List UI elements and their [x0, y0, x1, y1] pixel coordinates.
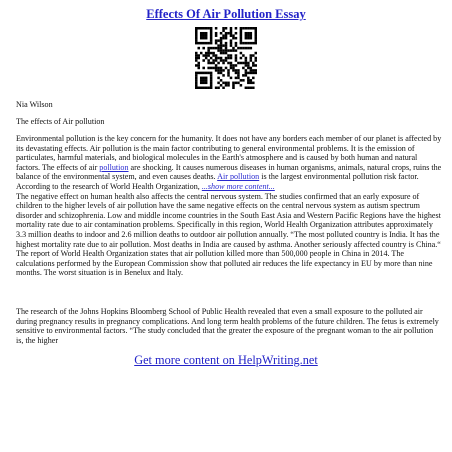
essay-paragraph-2: The research of the Johns Hopkins Bloomberg School of Public Health revealed that even a small exposure to the polluted air during pregnancy results in pregnancy complications. And long term health problems of the future children. The fetus is extremely sensitive to environmental factors. “The study concluded that the greater the exposure of the pregnant woman to the air pollution is, the higher [16, 307, 439, 345]
essay-subheading: The effects of Air pollution [16, 117, 105, 126]
air-pollution-link[interactable]: Air pollution [217, 172, 260, 182]
get-more-content-link[interactable]: Get more content on HelpWriting.net [134, 353, 318, 367]
qr-code-icon [195, 27, 257, 89]
paragraph-text: is the largest environmental pollution risk factor. According to the research of World Health Organization, [16, 172, 419, 191]
essay-paragraph-1 [16, 134, 442, 278]
paragraph-text: Environmental pollution is the key concern for the humanity. It does not have any borders each member of our planet is affected by its devastating effects. Air pollution is the main factor contributing to general environmental problems. It is the emission of particulates, harmful materials, and biological molecules in the Earth's atmosphere and is caused by both human and natural factors. The effects of air [16, 134, 442, 172]
author-name: Nia Wilson [16, 100, 53, 109]
paragraph-text: are shocking. It causes numerous diseases in human organisms, animals, natural crops, ruins the balance of the environmental system, and even causes deaths. [16, 162, 442, 182]
document-title[interactable]: Effects Of Air Pollution Essay [146, 7, 306, 21]
paragraph-text: The negative effect on human health also affects the central nervous system. The studies confirmed that an early exposure of children to the higher levels of air pollution have the same negative effects on the central nervous system as autism spectrum disorder and schizophrenia. Low and middle income countries in the South East Asia and Western Pacific Regions have the highest mortality rate due to air contamination problems. Specifically in this region, World Health Organization attributes approximately 3.3 million deaths to indoor and 2.6 million deaths to outdoor air pollution annually. “The most polluted country is India. It has the highest mortality rate due to air pollution. Most deaths in India are caused by asthma. Another seriously affected country is China.“ The report of World Health Organization states that air pollution killed more than 500,000 people in China in 2014. The calculations performed by the European Commission show that polluted air reduces the life expectancy in EU by more than nine months. The worst situation is in Benelux and Italy. [16, 191, 441, 278]
show-more-link[interactable]: ...show more content... [201, 181, 275, 191]
pollution-link[interactable]: pollution [99, 162, 129, 172]
